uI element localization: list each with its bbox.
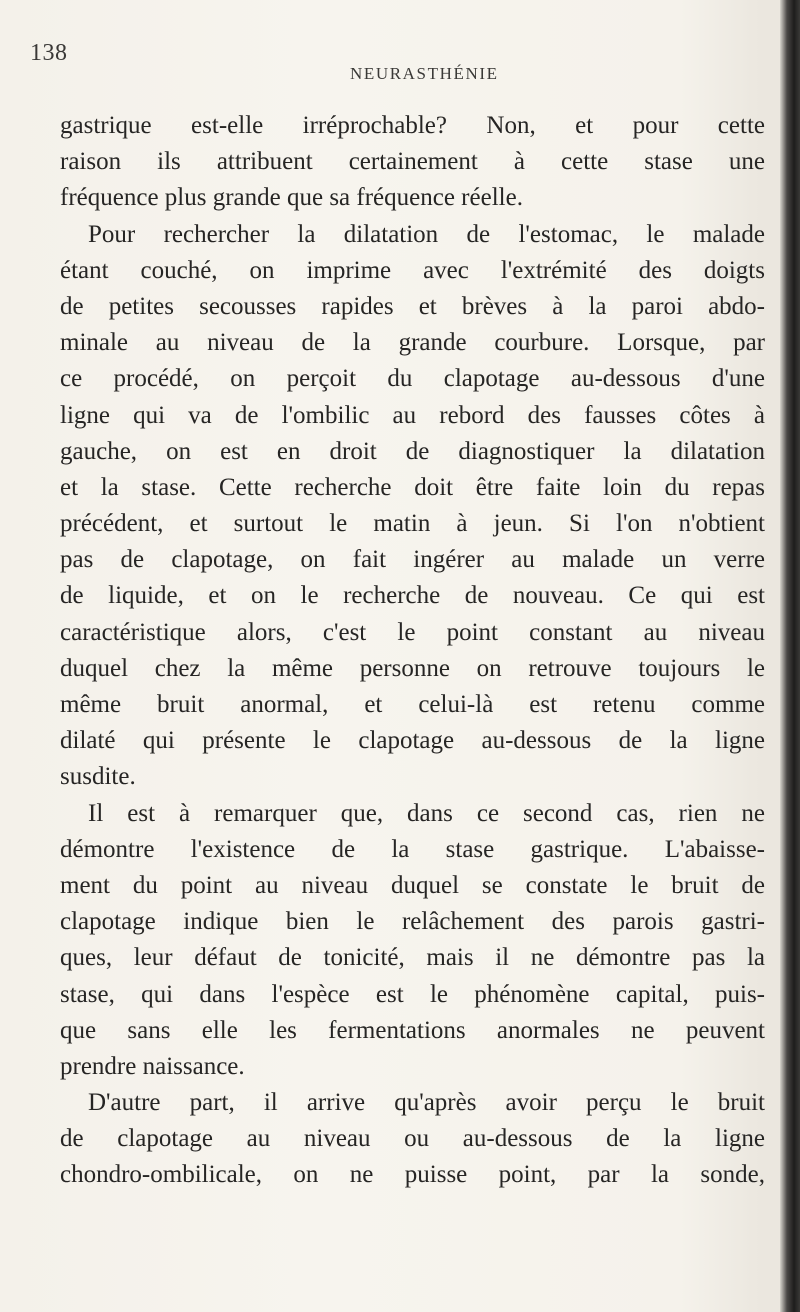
running-title: NEURASTHÉNIE xyxy=(350,64,499,83)
text-line: étant couché, on imprime avec l'extrémité des doigts xyxy=(60,256,765,284)
paragraph-start: Il est à remarquer que, dans ce second cas, rien ne xyxy=(88,799,765,827)
text-line: ment du point au niveau duquel se constate le bruit de xyxy=(60,871,765,899)
text-line: de liquide, et on le recherche de nouveau. Ce qui est xyxy=(60,582,765,610)
text-line: pas de clapotage, on fait ingérer au malade un verre xyxy=(60,546,765,574)
text-line: démontre l'existence de la stase gastrique. L'abaisse- xyxy=(60,835,765,863)
text-line: raison ils attribuent certainement à cette stase une xyxy=(60,148,765,176)
text-line: prendre naissance. xyxy=(60,1052,245,1080)
text-line: dilaté qui présente le clapotage au-dessous de la ligne xyxy=(60,727,765,755)
text-line: duquel chez la même personne on retrouve toujours le xyxy=(60,654,765,682)
text-line: même bruit anormal, et celui-là est retenu comme xyxy=(60,691,765,718)
text-line: susdite. xyxy=(60,763,136,791)
text-line: chondro-ombilicale, on ne puisse point, par la sonde, xyxy=(60,1161,765,1189)
text-line: et la stase. Cette recherche doit être faite loin du repas xyxy=(60,473,765,501)
text-line: précédent, et surtout le matin à jeun. Si l'on n'obtient xyxy=(60,510,765,538)
text-line: clapotage indique bien le relâchement des parois gastri- xyxy=(60,908,765,936)
text-line: stase, qui dans l'espèce est le phénomène capital, puis- xyxy=(60,980,765,1008)
text-line: gastrique est-elle irréprochable? Non, et pour cette xyxy=(60,112,765,139)
paragraph-start: Pour rechercher la dilatation de l'estomac, le malade xyxy=(88,220,765,248)
body-text xyxy=(60,108,765,1194)
text-line: de petites secousses rapides et brèves à la paroi abdo- xyxy=(60,292,765,320)
page-number: 138 xyxy=(30,40,68,66)
text-line: minale au niveau de la grande courbure. Lorsque, par xyxy=(60,329,765,357)
text-line: gauche, on est en droit de diagnostiquer la dilatation xyxy=(60,437,765,465)
text-line: ligne qui va de l'ombilic au rebord des fausses côtes à xyxy=(60,401,765,429)
text-line: ques, leur défaut de tonicité, mais il ne démontre pas la xyxy=(60,944,765,972)
text-line: de clapotage au niveau ou au-dessous de la ligne xyxy=(60,1125,765,1153)
text-line: que sans elle les fermentations anormales ne peuvent xyxy=(60,1016,765,1044)
book-binding-edge xyxy=(780,0,800,1312)
text-line: caractéristique alors, c'est le point constant au niveau xyxy=(60,618,765,646)
paragraph-start: D'autre part, il arrive qu'après avoir perçu le bruit xyxy=(88,1089,765,1117)
text-line: ce procédé, on perçoit du clapotage au-dessous d'une xyxy=(60,365,765,393)
text-line: fréquence plus grande que sa fréquence réelle. xyxy=(60,184,523,212)
